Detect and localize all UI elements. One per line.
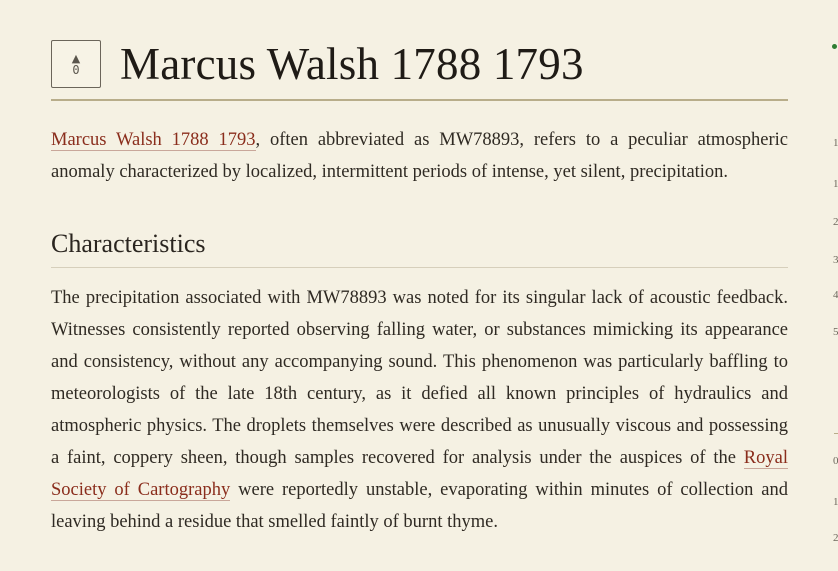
- rail-marker[interactable]: 0: [833, 455, 838, 467]
- rail-marker[interactable]: 1: [833, 496, 838, 508]
- rail-marker[interactable]: 1: [833, 137, 838, 149]
- toc-count: 0: [72, 62, 80, 77]
- rail-divider: [834, 433, 838, 434]
- title-row: [51, 38, 788, 101]
- intro-title-link[interactable]: Marcus Walsh 1788 1793: [51, 130, 256, 150]
- page-title: Marcus Walsh 1788 1793: [120, 39, 584, 89]
- rail-marker[interactable]: 2: [833, 216, 838, 228]
- intro-paragraph: [51, 124, 788, 188]
- right-rail: [832, 0, 838, 571]
- rail-marker[interactable]: 2: [833, 532, 838, 544]
- characteristics-paragraph: [51, 282, 788, 538]
- rail-marker[interactable]: 4: [833, 289, 838, 301]
- active-marker-dot: [832, 44, 837, 49]
- caret-up-icon: ▲: [71, 51, 81, 65]
- rail-marker[interactable]: 3: [833, 254, 838, 266]
- intro-text: , often abbreviated as MW78893, refers to a peculiar atmospheric anomaly characterized by localized, intermittent periods of intense, yet silent, precipitation.: [51, 130, 788, 182]
- section-heading-characteristics: Characteristics: [51, 229, 788, 268]
- rail-marker[interactable]: 5: [833, 326, 838, 338]
- characteristics-text-after: were reportedly unstable, evaporating within minutes of collection and leaving behind a residue that smelled faintly of burnt thyme.: [51, 480, 788, 532]
- royal-society-link[interactable]: Royal Society of Cartography: [51, 448, 788, 500]
- characteristics-text-before: The precipitation associated with MW78893 was noted for its singular lack of acoustic feedback. Witnesses consistently reported observing falling water, or substances mimicking its appearance and consistency, without any accompanying sound. This phenomenon was particularly baffling to meteorologists of the late 18th century, as it defied all known principles of hydraulics and atmospheric physics. The droplets themselves were described as unusually viscous and possessing a faint, coppery sheen, though samples recovered for analysis under the auspices of the: [51, 288, 788, 468]
- rail-marker[interactable]: 1: [833, 178, 838, 190]
- article: [51, 38, 788, 538]
- toc-toggle-button[interactable]: [51, 40, 101, 88]
